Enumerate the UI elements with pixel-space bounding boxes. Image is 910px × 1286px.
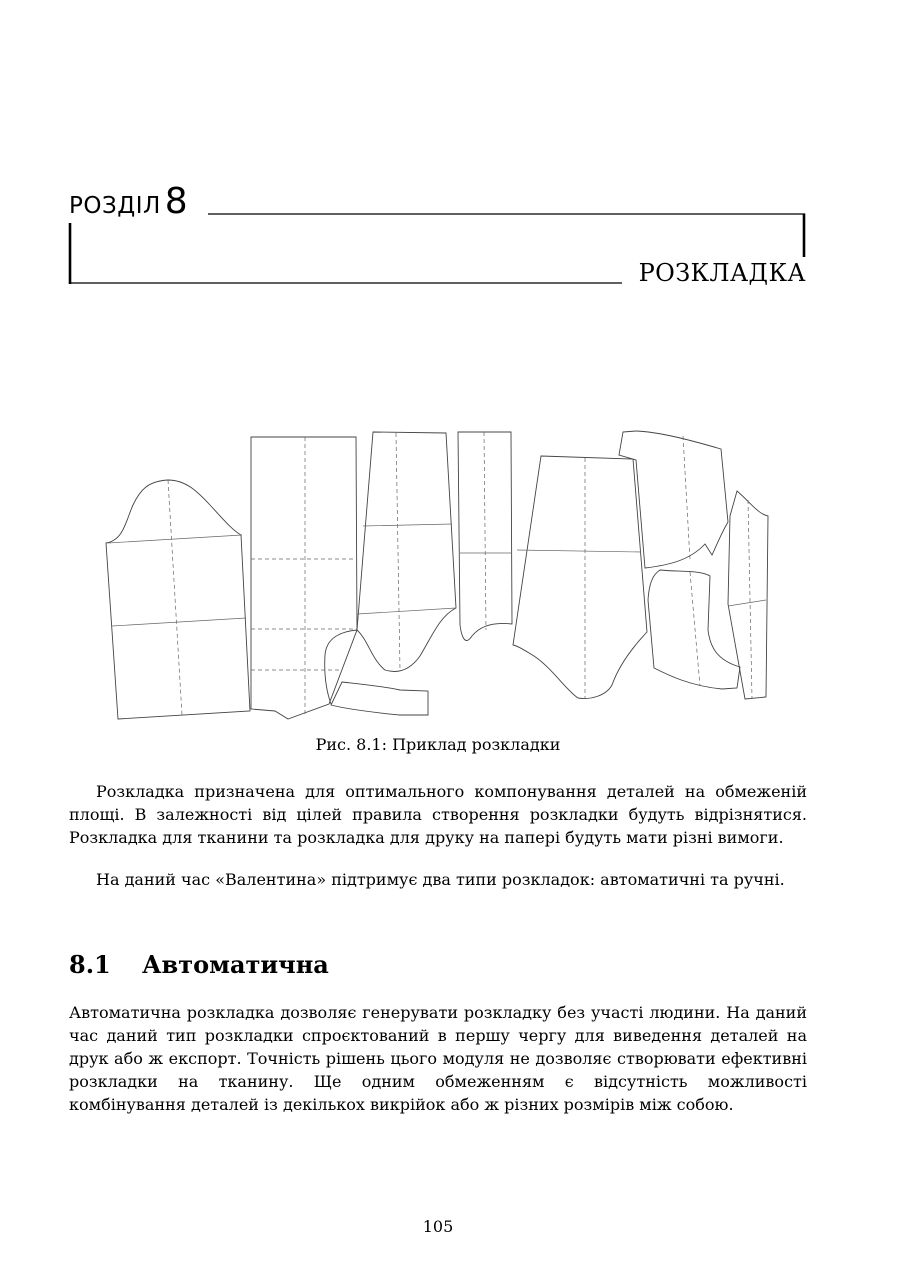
intro-paragraph-2: На даний час «Валентина» підтримує два типи розкладок: автоматичні та ручні. [96, 870, 785, 889]
chapter-label [69, 181, 188, 222]
section-paragraph: Автоматична розкладка дозволяє генерувати розкладку без участі людини. На даний час даний тип розкладки спроєктований в першу чергу для виведення деталей на друк або ж експорт. Точність рішень цього модуля не дозволяє створювати ефективні розкладки на тканину. Ще одним обмеженням є відсутність можливості комбінування деталей із декількох викрійок або ж різних розмірів між собою. [69, 1003, 807, 1114]
pattern-piece-front [357, 432, 456, 671]
pattern-piece-panel [251, 437, 357, 719]
pattern-piece-band [728, 491, 768, 699]
chapter-header-frame [0, 0, 910, 300]
section-title: Автоматична [142, 950, 329, 979]
pattern-piece-back [513, 456, 647, 698]
pattern-layout-drawing [100, 424, 780, 724]
section-heading [69, 950, 329, 980]
pattern-piece-collar [325, 630, 357, 704]
pattern-piece-pocket [648, 570, 740, 689]
figure-caption: Рис. 8.1: Приклад розкладки [315, 735, 561, 754]
chapter-word: РОЗДІЛ [69, 193, 161, 219]
pattern-piece-sleeve [106, 480, 250, 719]
pattern-piece-yoke [619, 431, 728, 568]
intro-paragraph-1: Розкладка призначена для оптимального компонування деталей на обмеженій площі. В залежності від цілей правила створення розкладки будуть відрізнятися. Розкладка для тканини та розкладка для друку на папері будуть мати різні вимоги. [69, 782, 807, 847]
chapter-number: 8 [164, 181, 188, 222]
pattern-piece-cuff [331, 682, 428, 715]
page-number: 105 [422, 1217, 454, 1236]
layout-figure [100, 424, 780, 724]
section-number: 8.1 [69, 950, 111, 979]
chapter-title: РОЗКЛАДКА [638, 259, 806, 287]
pattern-piece-strip [458, 432, 512, 640]
